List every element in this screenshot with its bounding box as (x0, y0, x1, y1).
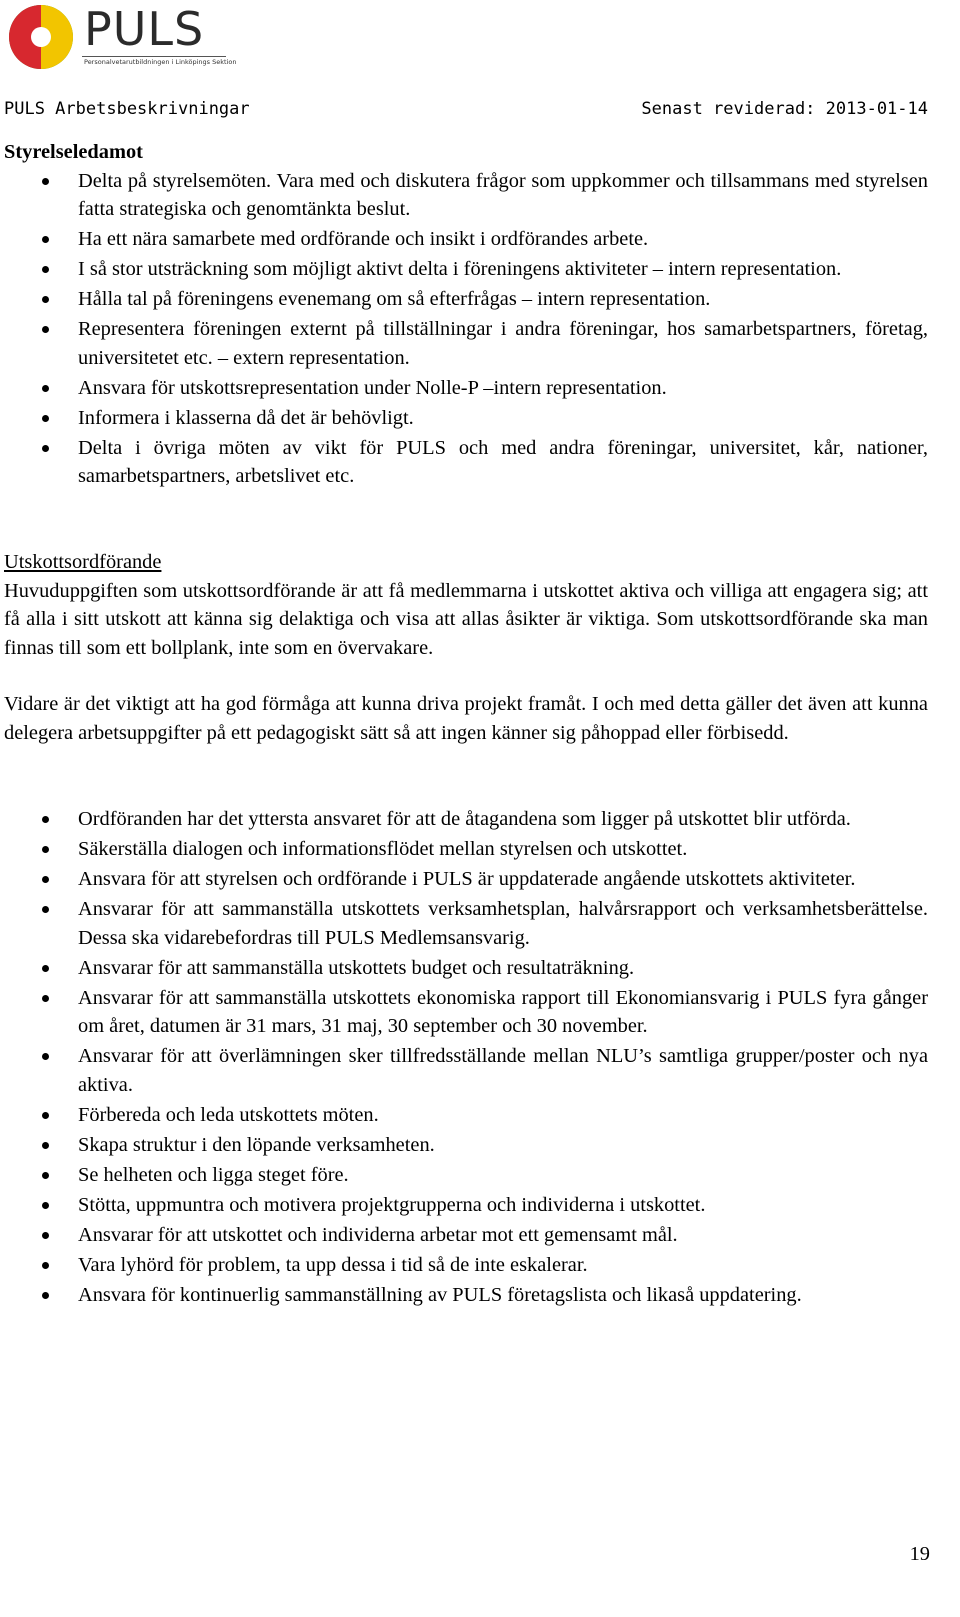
list-item: Delta i övriga möten av vikt för PULS och med andra föreningar, universitet, kår, nationer, samarbetspartners, arbetslivet etc. (4, 434, 928, 491)
document-body (4, 138, 928, 1311)
list-item: Informera i klasserna då det är behövligt. (4, 404, 928, 433)
header-left-text: PULS Arbetsbeskrivningar (4, 99, 250, 119)
list-item: Ansvara för kontinuerlig sammanställning av PULS företagslista och likaså uppdatering. (4, 1281, 928, 1310)
puls-logo (4, 2, 237, 70)
bullet-list-styrelseledamot (4, 167, 928, 491)
bullet-list-utskottsordforande (4, 805, 928, 1309)
spacer (4, 747, 928, 805)
list-item: Vara lyhörd för problem, ta upp dessa i tid så de inte eskalerar. (4, 1251, 928, 1280)
list-item: Se helheten och ligga steget före. (4, 1161, 928, 1190)
paragraph: Vidare är det viktigt att ha god förmåga att kunna driva projekt framåt. I och med detta gäller det även att kunna delegera arbetsuppgifter på ett pedagogiskt sätt så att ingen känner sig påhoppad eller förbisedd. (4, 693, 928, 744)
list-item: Ansvarar för att överlämningen sker tillfredsställande mellan NLU’s samtliga grupper/poster och nya aktiva. (4, 1042, 928, 1099)
puls-logo-icon (4, 2, 78, 70)
logo-subtitle: Personalvetarutbildningen i Linköpings Sektion (84, 58, 237, 66)
list-item: Representera föreningen externt på tillställningar i andra föreningar, hos samarbetspartners, företag, universitetet etc. – extern representation. (4, 315, 928, 372)
list-item: Stötta, uppmuntra och motivera projektgrupperna och individerna i utskottet. (4, 1191, 928, 1220)
running-header (4, 99, 928, 121)
logo-wordmark: PULS (84, 2, 205, 56)
list-item: Ansvara för utskottsrepresentation under Nolle-P –intern representation. (4, 374, 928, 403)
list-item: Ansvarar för att sammanställa utskottets budget och resultaträkning. (4, 954, 928, 983)
list-item: Hålla tal på föreningens evenemang om så efterfrågas – intern representation. (4, 285, 928, 314)
section-title-styrelseledamot: Styrelseledamot (4, 141, 143, 163)
page-number: 19 (909, 1543, 930, 1565)
logo-rule (82, 56, 226, 57)
spacer (4, 492, 928, 548)
list-item: Skapa struktur i den löpande verksamheten. (4, 1131, 928, 1160)
list-item: Ansvarar för att sammanställa utskottets verksamhetsplan, halvårsrapport och verksamhetsberättelse. Dessa ska vidarebefordras till PULS Medlemsansvarig. (4, 895, 928, 952)
list-item: Säkerställa dialogen och informationsflödet mellan styrelsen och utskottet. (4, 835, 928, 864)
header-revision-date: Senast reviderad: 2013-01-14 (641, 99, 928, 119)
list-item: Ordföranden har det yttersta ansvaret för att de åtagandena som ligger på utskottet blir utförda. (4, 805, 928, 834)
list-item: Ansvarar för att utskottet och individerna arbetar mot ett gemensamt mål. (4, 1221, 928, 1250)
list-item: Ansvarar för att sammanställa utskottets ekonomiska rapport till Ekonomiansvarig i PULS fyra gånger om året, datumen är 31 mars, 31 maj, 30 september och 30 november. (4, 984, 928, 1041)
list-item: Ansvara för att styrelsen och ordförande i PULS är uppdaterade angående utskottets aktiviteter. (4, 865, 928, 894)
list-item: Delta på styrelsemöten. Vara med och diskutera frågor som uppkommer och tillsammans med styrelsen fatta strategiska och genomtänkta beslut. (4, 167, 928, 224)
spacer (4, 662, 928, 690)
list-item: Ha ett nära samarbete med ordförande och insikt i ordförandes arbete. (4, 225, 928, 254)
list-item: I så stor utsträckning som möjligt aktivt delta i föreningens aktiviteter – intern representation. (4, 255, 928, 284)
section-title-utskottsordforande: Utskottsordförande (4, 551, 162, 573)
list-item: Förbereda och leda utskottets möten. (4, 1101, 928, 1130)
paragraph: Huvuduppgiften som utskottsordförande är att få medlemmarna i utskottet aktiva och villiga att engagera sig; att få alla i sitt utskott att känna sig delaktiga och visa att allas åsikter är viktiga. Som utskottsordförande ska man finnas till som ett bollplank, inte som en övervakare. (4, 579, 928, 659)
